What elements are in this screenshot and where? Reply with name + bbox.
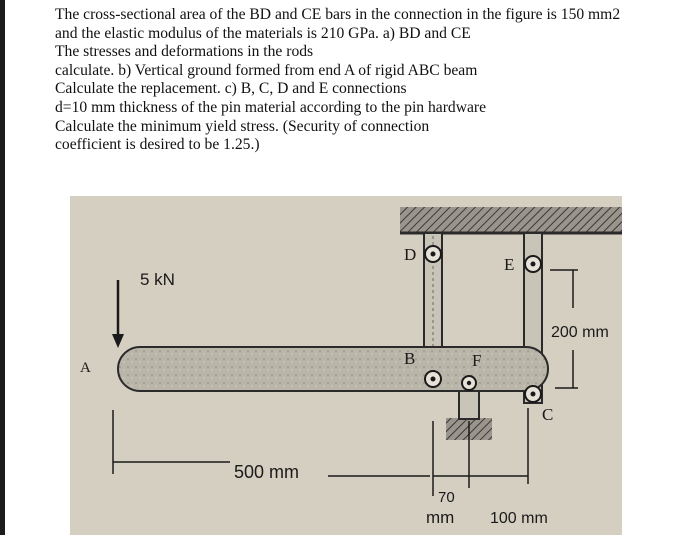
problem-line-3: The stresses and deformations in the rods (55, 43, 314, 61)
pin-f (462, 376, 476, 390)
label-b: B (404, 349, 416, 368)
problem-line-5: Calculate the replacement. c) B, C, D and E connections (55, 80, 407, 98)
left-edge-bar (0, 0, 5, 535)
beam-abc (118, 347, 548, 391)
pin-d (425, 246, 441, 262)
load-label: 5 kN (140, 270, 175, 289)
top-support (400, 207, 622, 233)
label-c: C (542, 405, 554, 424)
problem-statement (55, 6, 685, 155)
problem-line-1: The cross-sectional area of the BD and CE bars in the connection in the figure is 150 mm2 (55, 6, 621, 23)
label-e: E (504, 255, 515, 274)
label-a: A (80, 360, 91, 376)
pin-c (525, 386, 541, 402)
height-label: 200 mm (551, 324, 609, 341)
length-fc-label: 100 mm (490, 510, 548, 527)
problem-line-8: coefficient is desired to be 1.25.) (55, 136, 260, 154)
label-f: F (472, 351, 482, 370)
problem-line-7: Calculate the minimum yield stress. (Security of connection (55, 117, 430, 135)
length-ab-label: 500 mm (234, 462, 300, 482)
offset-value: 70 (438, 489, 455, 506)
pin-b (425, 371, 441, 387)
offset-unit: mm (426, 508, 455, 527)
problem-line-6: d=10 mm thickness of the pin material according to the pin hardware (55, 98, 486, 116)
problem-line-4: calculate. b) Vertical ground formed from end A of rigid ABC beam (55, 61, 478, 79)
problem-line-2: and the elastic modulus of the materials is 210 GPa. a) BD and CE (55, 24, 471, 42)
label-d: D (404, 245, 417, 264)
problem-figure (70, 196, 622, 535)
pin-e (525, 256, 541, 272)
